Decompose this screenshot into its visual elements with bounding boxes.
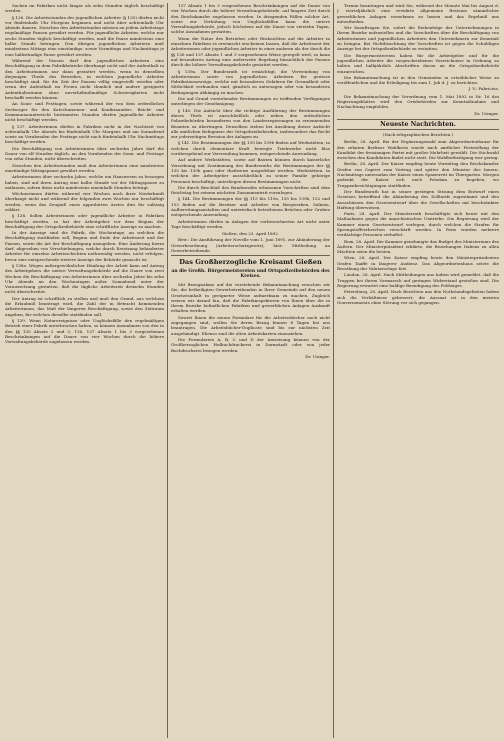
paragraph: Auf andere Werkstätten, sowie auf Bauten können durch kaiserliche Verordnung mit Zustimmung des Bundesraths die Bestimmungen der §§ 135 bis 139b ganz oder theilweise ausgedehnt werden. Werkstätten, in welchen der Arbeitgeber ausschließlich zu seiner Familie gehörige Personen beschäftigt, unterliegen diesen Bestimmungen nicht. [171, 157, 330, 184]
paragraph: Soweit Ihnen die neuen Formulare für die Arbeiterbücher noch nicht zugegangen sind, wollen Sie deren Bezug binnen 8 Tagen bei uns beantragen. Die Arbeitsbücher-Duplicate sind bis zur nächsten Zeit ausgehändigt. Ebenso sind die alten Arbeitskarten einzuziehen. [171, 314, 330, 336]
paragraph: Wöchnerinnen dürfen während vier Wochen nach ihrer Niederkunft überhaupt nicht und während der folgenden zwei Wochen nur beschäftigt werden, wenn das Zeugniß eines approbirten Arztes dies für zulässig erklärt. [5, 191, 164, 212]
signature: J. V.: Fabricius. [468, 86, 499, 92]
paragraph: § 139a. Der Bundesrath ist ermächtigt, die Verwendung von Arbeiterinnen sowie von jugendlichen Arbeitern für gewisse Fabrikationszweige, welche mit besonderen Gefahren für Gesundheit oder Sittlichkeit verbunden sind, gänzlich zu untersagen oder von besonderen Bedingungen abhängig zu machen. [171, 68, 330, 95]
paragraph: Die durch Beschluß des Bundesraths erlassenen Vorschriften sind dem Reichstag bei seinem nächsten Zusammentritt vorzulegen. [171, 184, 330, 196]
column-divider [333, 3, 334, 738]
paragraph: Berlin, 28. April. Bei der Ergänzungswahl zum Abgeordnetenhause für den zehnten Berliner Wahlkreis wurde nach amtlicher Feststellung der Kandidat der freisinnigen Partei mit großer Mehrheit gewählt. Die Stichwahl zwischen den Kandidaten findet nicht statt. Die Wahlbetheiligung war gering. [337, 139, 499, 161]
column-left [5, 3, 164, 738]
dateline: Gießen, den 23. April 1892. [221, 231, 280, 237]
paragraph: Wien, 28. April. Der Kaiser empfing heute den Ministerpräsidenten Grafen Taaffe in längerer Audienz. Das Abgeordnetenhaus setzte die Berathung der Valutavorlage fort. [337, 255, 499, 272]
paragraph: § 139. Wenn Naturereignisse oder Unglücksfälle den regelmäßigen Betrieb einer Fabrik unterbrochen haben, so können Ausnahmen von den in den §§ 135 Absatz 2 und 3, 136, 137 Absatz 1 bis 3 vorgesehenen Beschränkungen auf die Dauer von vier Wochen durch die höhere Verwaltungsbehörde zugelassen werden. [5, 317, 164, 345]
column-divider [167, 3, 168, 738]
paragraph: Die Bürgermeistereien haben für die Arbeitgeber und für die jugendlichen Arbeiter die vorgeschriebenen Verzeichnisse in Ordnung zu halten und halbjährlich Abschriften davon an die Ortspolizeibehörde einzureichen. [337, 52, 499, 74]
paragraph: 137 Absatz 1 bis 3 vorgesehenen Beschränkungen auf die Dauer von vier Wochen durch die höhere Verwaltungsbehörde, auf längere Zeit durch den Reichskanzler zugelassen werden. In dringenden Fällen solcher Art, sowie zur Verhütung von Unglücksfällen kann die untere Verwaltungsbehörde, jedoch höchstens auf die Dauer von vierzehn Tagen, solche Ausnahmen gestatten. [171, 3, 330, 35]
paragraph: Arbeiterinnen über sechzehn Jahre, welche ein Hauswesen zu besorgen haben, sind auf ihren Antrag eine halbe Stunde vor der Mittagspause zu entlassen, sofern diese nicht mindestens eineinhalb Stunden beträgt. [5, 174, 164, 190]
signature: Dr. Usinger. [305, 353, 330, 359]
paragraph: Die Formularien A, B, C und D der Anweisung können von der Großherzoglichen Hofbuchdruckerei in Darmstadt oder von jeder Buchdruckerei bezogen werden. [171, 336, 330, 353]
paragraph: Rom, 28. April. Die Kammer genehmigte das Budget des Ministeriums des Äußern. Der Ministerpräsident erklärte, die Beziehungen Italiens zu allen Mächten seien die besten. [337, 238, 499, 255]
section-heading: Das Großherzogliche Kreisamt Gießen [179, 258, 322, 267]
paragraph: London, 28. April. Nach Mittheilungen aus Indien wird gemeldet, daß die Truppen bei ihrem Vormarsch auf geringen Widerstand gestoßen sind. Die Regierung erwartet eine baldige Beendigung des Feldzuges. [337, 272, 499, 288]
paragraph: Während der Pausen darf den jugendlichen Arbeitern eine Beschäftigung in dem Fabrikbetriebe überhaupt nicht und der Aufenthalt in den Arbeitsräumen nur dann gestattet werden, wenn in denselben diejenigen Theile des Betriebes, in welchen jugendliche Arbeiter beschäftigt sind, für die Zeit der Pausen völlig eingestellt werden oder wenn der Aufenthalt im Freien nicht thunlich und andere geeignete Aufenthaltsräume ohne unverhältnißmäßige Schwierigkeiten nicht beschafft werden können. [5, 57, 164, 101]
paragraph: Der Bundesrath hat in seiner gestrigen Sitzung dem Entwurf eines Gesetzes betreffend die Abänderung des Zolltarifs zugestimmt und den Ausschüssen den Gesetzentwurf über die Gesellschaften mit beschränkter Haftung überwiesen. [337, 188, 499, 210]
paragraph: Petersburg, 28. April. Nach Berichten aus den Nothstandsgebieten haben sich die Verhältnisse gebessert; die Aussaat ist in den meisten Gouvernements ohne Störung vor sich gegangen. [337, 289, 499, 305]
paragraph: Die auf Grund vorstehender Bestimmungen zu treffenden Verfügungen unterliegen der Genehmigung. [171, 96, 330, 107]
section-subheading: an die Großh. Bürgermeistereien und Ortspolizeibehörden des Kreises. [171, 268, 330, 280]
paragraph: In der Anzeige sind die Fabrik, die Wochentage, an welchen die Beschäftigung stattfinden soll, Beginn und Ende der Arbeitszeit und der Pausen, sowie die Art der Beschäftigung anzugeben. Eine Änderung hierin darf, abgesehen von Verschiebungen, welche durch Ersetzung behinderter Arbeiter für einzelne Arbeitsschichten nothwendig werden, nicht erfolgen, bevor eine entsprechende weitere Anzeige der Behörde gemacht ist. [5, 230, 164, 262]
paragraph: Der Antrag ist schriftlich zu stellen und muß den Grund, aus welchem die Erlaubniß beantragt wird, die Zahl der in Betracht kommenden Arbeiterinnen, das Maß der längeren Beschäftigung, sowie den Zeitraum angeben, für welchen dieselbe stattfinden soll. [5, 295, 164, 317]
column-right [337, 3, 499, 738]
paragraph: Arbeiterinnen dürfen in Anlagen der vorbezeichneten Art nicht unter Tage beschäftigt werden. [171, 218, 330, 229]
paragraph: § 141. Die Bestimmungen der §§ 135 bis 139b finden auf Werkstätten, in welchen durch elementare Kraft bewegte Triebwerke nicht blos vorübergehend zur Verwendung kommen, entsprechende Anwendung. [171, 140, 330, 157]
column-middle [171, 3, 330, 738]
paragraph: Paris, 28. April. Der Ministerrath beschäftigte sich heute mit den Maßnahmen gegen die anarchistischen Umtriebe. Die Regierung wird der Kammer einen Gesetzentwurf vorlegen, durch welchen die Strafen für Sprengstoffverbrechen verschärft werden. In Paris wurden mehrere verdächtige Personen verhaftet. [337, 211, 499, 238]
signature: Dr. Usinger. [474, 110, 499, 116]
horizontal-rule [171, 255, 330, 256]
paragraph: § 144. Die Bestimmungen der §§ 115 bis 119a, 135 bis 139b, 152 und 153 finden auf die Besitzer und Arbeiter von Bergwerken, Salinen, Aufbereitungsanstalten und unterirdisch betriebenen Brüchen oder Gruben entsprechende Anwendung. [171, 196, 330, 218]
news-section-heading: Neueste Nachrichten. [337, 119, 499, 130]
paragraph: Betr.: Die Ausführung der Novelle vom 1. Juni 1891, zur Abänderung der Gewerbeordnung (Arbeiterschutzgesetz); hier: Mittheilung an Gewerbetreibende. [171, 237, 330, 254]
paragraph: § 140. Die Aufsicht über die richtige Ausführung der Bestimmungen dieses Titels ist ausschließlich oder neben den ordentlichen Polizeibehörden besonderen von den Landesregierungen zu ernennenden Beamten zu übertragen. Denselben stehen bei Ausübung dieser Aufsicht alle amtlichen Befugnisse der Ortspolizeibehörden, insbesondere das Recht zur jederzeitigen Revision der Anlagen zu. [171, 107, 330, 140]
paragraph: Die Beschäftigung von Arbeiterinnen über sechzehn Jahre darf die Dauer von elf Stunden täglich, an den Vorabenden der Sonn- und Festtage von zehn Stunden, nicht überschreiten. [5, 145, 164, 162]
paragraph: An Sonn- und Festtagen, sowie während der von dem ordentlichen Seelsorger für den Katechumenen- und Konfirmanden-, Beicht- und Kommunionunterricht bestimmten Stunden dürfen jugendliche Arbeiter nicht beschäftigt werden. [5, 101, 164, 123]
paragraph: § 138. Sollen Arbeiterinnen oder jugendliche Arbeiter in Fabriken beschäftigt werden, so hat der Arbeitgeber vor dem Beginn der Beschäftigung der Ortspolizeibehörde eine schriftliche Anzeige zu machen. [5, 213, 164, 229]
paragraph: Die Bekanntmachung ist in den Gemeinden in ortsüblicher Weise zu veröffentlichen und die Erledigung bis zum 1. Juli d. J. zu berichten. [337, 74, 499, 86]
paragraph: § 136. Die Arbeitsstunden der jugendlichen Arbeiter (§ 135) dürfen nicht vor fünfeinhalb Uhr Morgens beginnen und nicht über achteinhalb Uhr Abends dauern. Zwischen den Arbeitsstunden müssen an jedem Arbeitstage regelmäßige Pausen gewährt werden. Für jugendliche Arbeiter, welche nur sechs Stunden täglich beschäftigt werden, muß die Pause mindestens eine halbe Stunde betragen. Den übrigen jugendlichen Arbeitern muß mindestens Mittags eine einstündige, sowie Vormittags und Nachmittags je eine halbstündige Pause gewährt werden. [5, 14, 164, 57]
paragraph: Wir beauftragen Sie, sofort die Reihenfolge der Unternehmungen in Ihrem Bezirke aufzustellen und die Vorschriften über die Beschäftigung von Arbeiterinnen und jugendlichen Arbeitern den Unternehmern zur Kenntniß zu bringen. Bei Nichtbeachtung der Vorschriften ist gegen die Schuldigen Anzeige bei der Ortspolizeibehörde zu erstatten. [337, 25, 499, 52]
paragraph: Wenn die Natur des Betriebes oder Rücksichten auf die Arbeiter in einzelnen Fabriken es erwünscht erscheinen lassen, daß die Arbeitszeit der Arbeiterinnen oder jugendlichen Arbeiter in einer anderen als der durch die §§ 136 und 137 Absatz 1 und 3 vorgesehenen Weise geregelt wird, so kann auf besonderen Antrag eine anderweite Regelung hinsichtlich der Pausen durch die höhere Verwaltungsbehörde gestattet werden. [171, 35, 330, 68]
paragraph: Mit Bezugnahme auf die vorstehende Bekanntmachung ersuchen wir Sie, die betheiligten Gewerbetreibenden in Ihrer Gemeinde auf den neuen Gesetzesinhalt in geeigneter Weise aufmerksam zu machen. Zugleich weisen wir darauf hin, daß die Fabrikinspektoren von Ihnen über die in Ihrem Bezirke befindlichen Fabriken und gewerblichen Anlagen Auskunft erhalten werden. [171, 281, 330, 314]
paragraph: Zwischen den Arbeitsstunden muß den Arbeiterinnen eine mindestens einstündige Mittagspause gewährt werden. [5, 162, 164, 173]
paragraph: Die Bekanntmachung der Verordnung vom 1. Mai 1892 in Nr. 16 des Regierungsblattes wird den Ortsbehörden zur Kenntnißnahme und Nachachtung empfohlen. [337, 93, 499, 110]
paragraph: Termin beantragen und wird Sie, während der Monate Mai bis August d. J. vierteljährlich eine revidirte allgemeine Revision sämmtlicher gewerblichen Anlagen vornehmen zu lassen und das Ergebniß uns mitzutheilen. [337, 3, 499, 24]
paragraph: § 138a. Wegen außergewöhnlicher Häufung der Arbeit kann auf Antrag des Arbeitgebers die untere Verwaltungsbehörde auf die Dauer von zwei Wochen die Beschäftigung von Arbeiterinnen über sechzehn Jahre bis zehn Uhr Abends an den Wochentagen außer Sonnabend unter der Voraussetzung gestatten, daß die tägliche Arbeitszeit dreizehn Stunden nicht überschreitet. [5, 262, 164, 295]
paragraph: Berlin, 28. April. Der Kaiser empfing heute Vormittag den Reichskanzler Grafen von Caprivi zum Vortrag und später den Minister des Innern. Nachmittags unternahm der Kaiser einen Spazierritt im Thiergarten. Morgen gedenkt der Kaiser sich nach Potsdam zu begeben, wo Truppenbesichtigungen stattfinden. [337, 161, 499, 188]
paragraph: Sachen im Fabriken nicht länger als zehn Stunden täglich beschäftigt werden. [5, 3, 164, 14]
news-section-subheading: (Nach telegraphischen Berichten.) [382, 131, 454, 137]
paragraph: § 137. Arbeiterinnen dürfen in Fabriken nicht in der Nachtzeit von achteinhalb Uhr Abends bis fünfeinhalb Uhr Morgens und am Sonnabend sowie an Vorabenden der Festtage nicht nach fünfeinhalb Uhr Nachmittags beschäftigt werden. [5, 123, 164, 145]
